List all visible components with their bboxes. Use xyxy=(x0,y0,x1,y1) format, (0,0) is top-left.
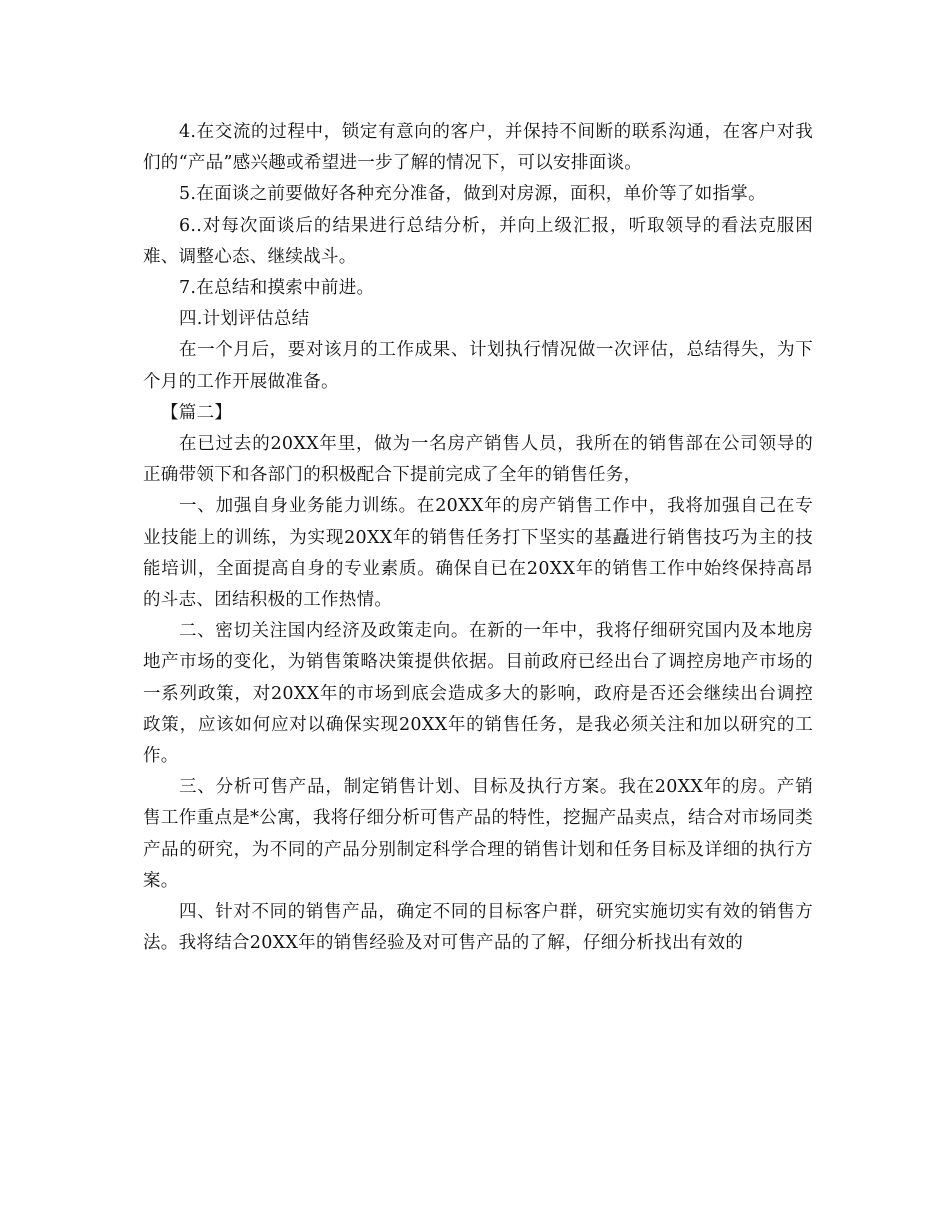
paragraph-point-2: 二、密切关注国内经济及政策走向。在新的一年中，我将仔细研究国内及本地房地产市场的变化，为销售策略决策提供依据。目前政府已经出台了调控房地产市场的一系列政策，对20XX年的市场到底会造成多大的影响，政府是否还会继续出台调控政策，应该如何应对以确保实现20XX年的销售任务，是我必须关注和加以研究的工作。 xyxy=(143,621,813,767)
paragraph-evaluation: 在一个月后，要对该月的工作成果、计划执行情况做一次评估，总结得失，为下个月的工作开展做准备。 xyxy=(143,340,813,392)
section-heading-plan-evaluation: 四.计划评估总结 xyxy=(179,309,310,330)
paragraph-item-5: 5.在面谈之前要做好各种充分准备，做到对房源，面积，单价等了如指掌。 xyxy=(179,184,766,205)
paragraph-point-1: 一、加强自身业务能力训练。在20XX年的房产销售工作中，我将加强自己在专业技能上的训练，为实现20XX年的销售任务打下坚实的基矗进行销售技巧为主的技能培训，全面提高自身的专业素质。确保自已在20XX年的销售工作中始终保持高昂的斗志、团结积极的工作热情。 xyxy=(143,496,813,611)
document-body xyxy=(143,117,813,959)
paragraph-point-3: 三、分析可售产品，制定销售计划、目标及执行方案。我在20XX年的房。产销售工作重点是*公寓，我将仔细分析可售产品的特性，挖掘产品卖点，结合对市场同类产品的研究，为不同的产品分别制定科学合理的销售计划和任务目标及详细的执行方案。 xyxy=(143,777,813,891)
paragraph-point-4: 四、针对不同的销售产品，确定不同的目标客户群，研究实施切实有效的销售方法。我将结合20XX年的销售经验及对可售产品的了解，仔细分析找出有效的 xyxy=(143,902,813,954)
paragraph-intro: 在已过去的20XX年里，做为一名房产销售人员，我所在的销售部在公司领导的正确带领下和各部门的积极配合下提前完成了全年的销售任务， xyxy=(143,434,813,486)
paragraph-item-7: 7.在总结和摸索中前进。 xyxy=(179,278,375,299)
chapter-heading-part-two: 【篇二】 xyxy=(161,402,233,423)
paragraph-item-4: 4.在交流的过程中，锁定有意向的客户，并保持不间断的联系沟通，在客户对我们的“产品”感兴趣或希望进一步了解的情况下，可以安排面谈。 xyxy=(143,122,813,174)
paragraph-item-6: 6..对每次面谈后的结果进行总结分析，并向上级汇报，听取领导的看法克服困难、调整心态、继续战斗。 xyxy=(143,215,813,267)
